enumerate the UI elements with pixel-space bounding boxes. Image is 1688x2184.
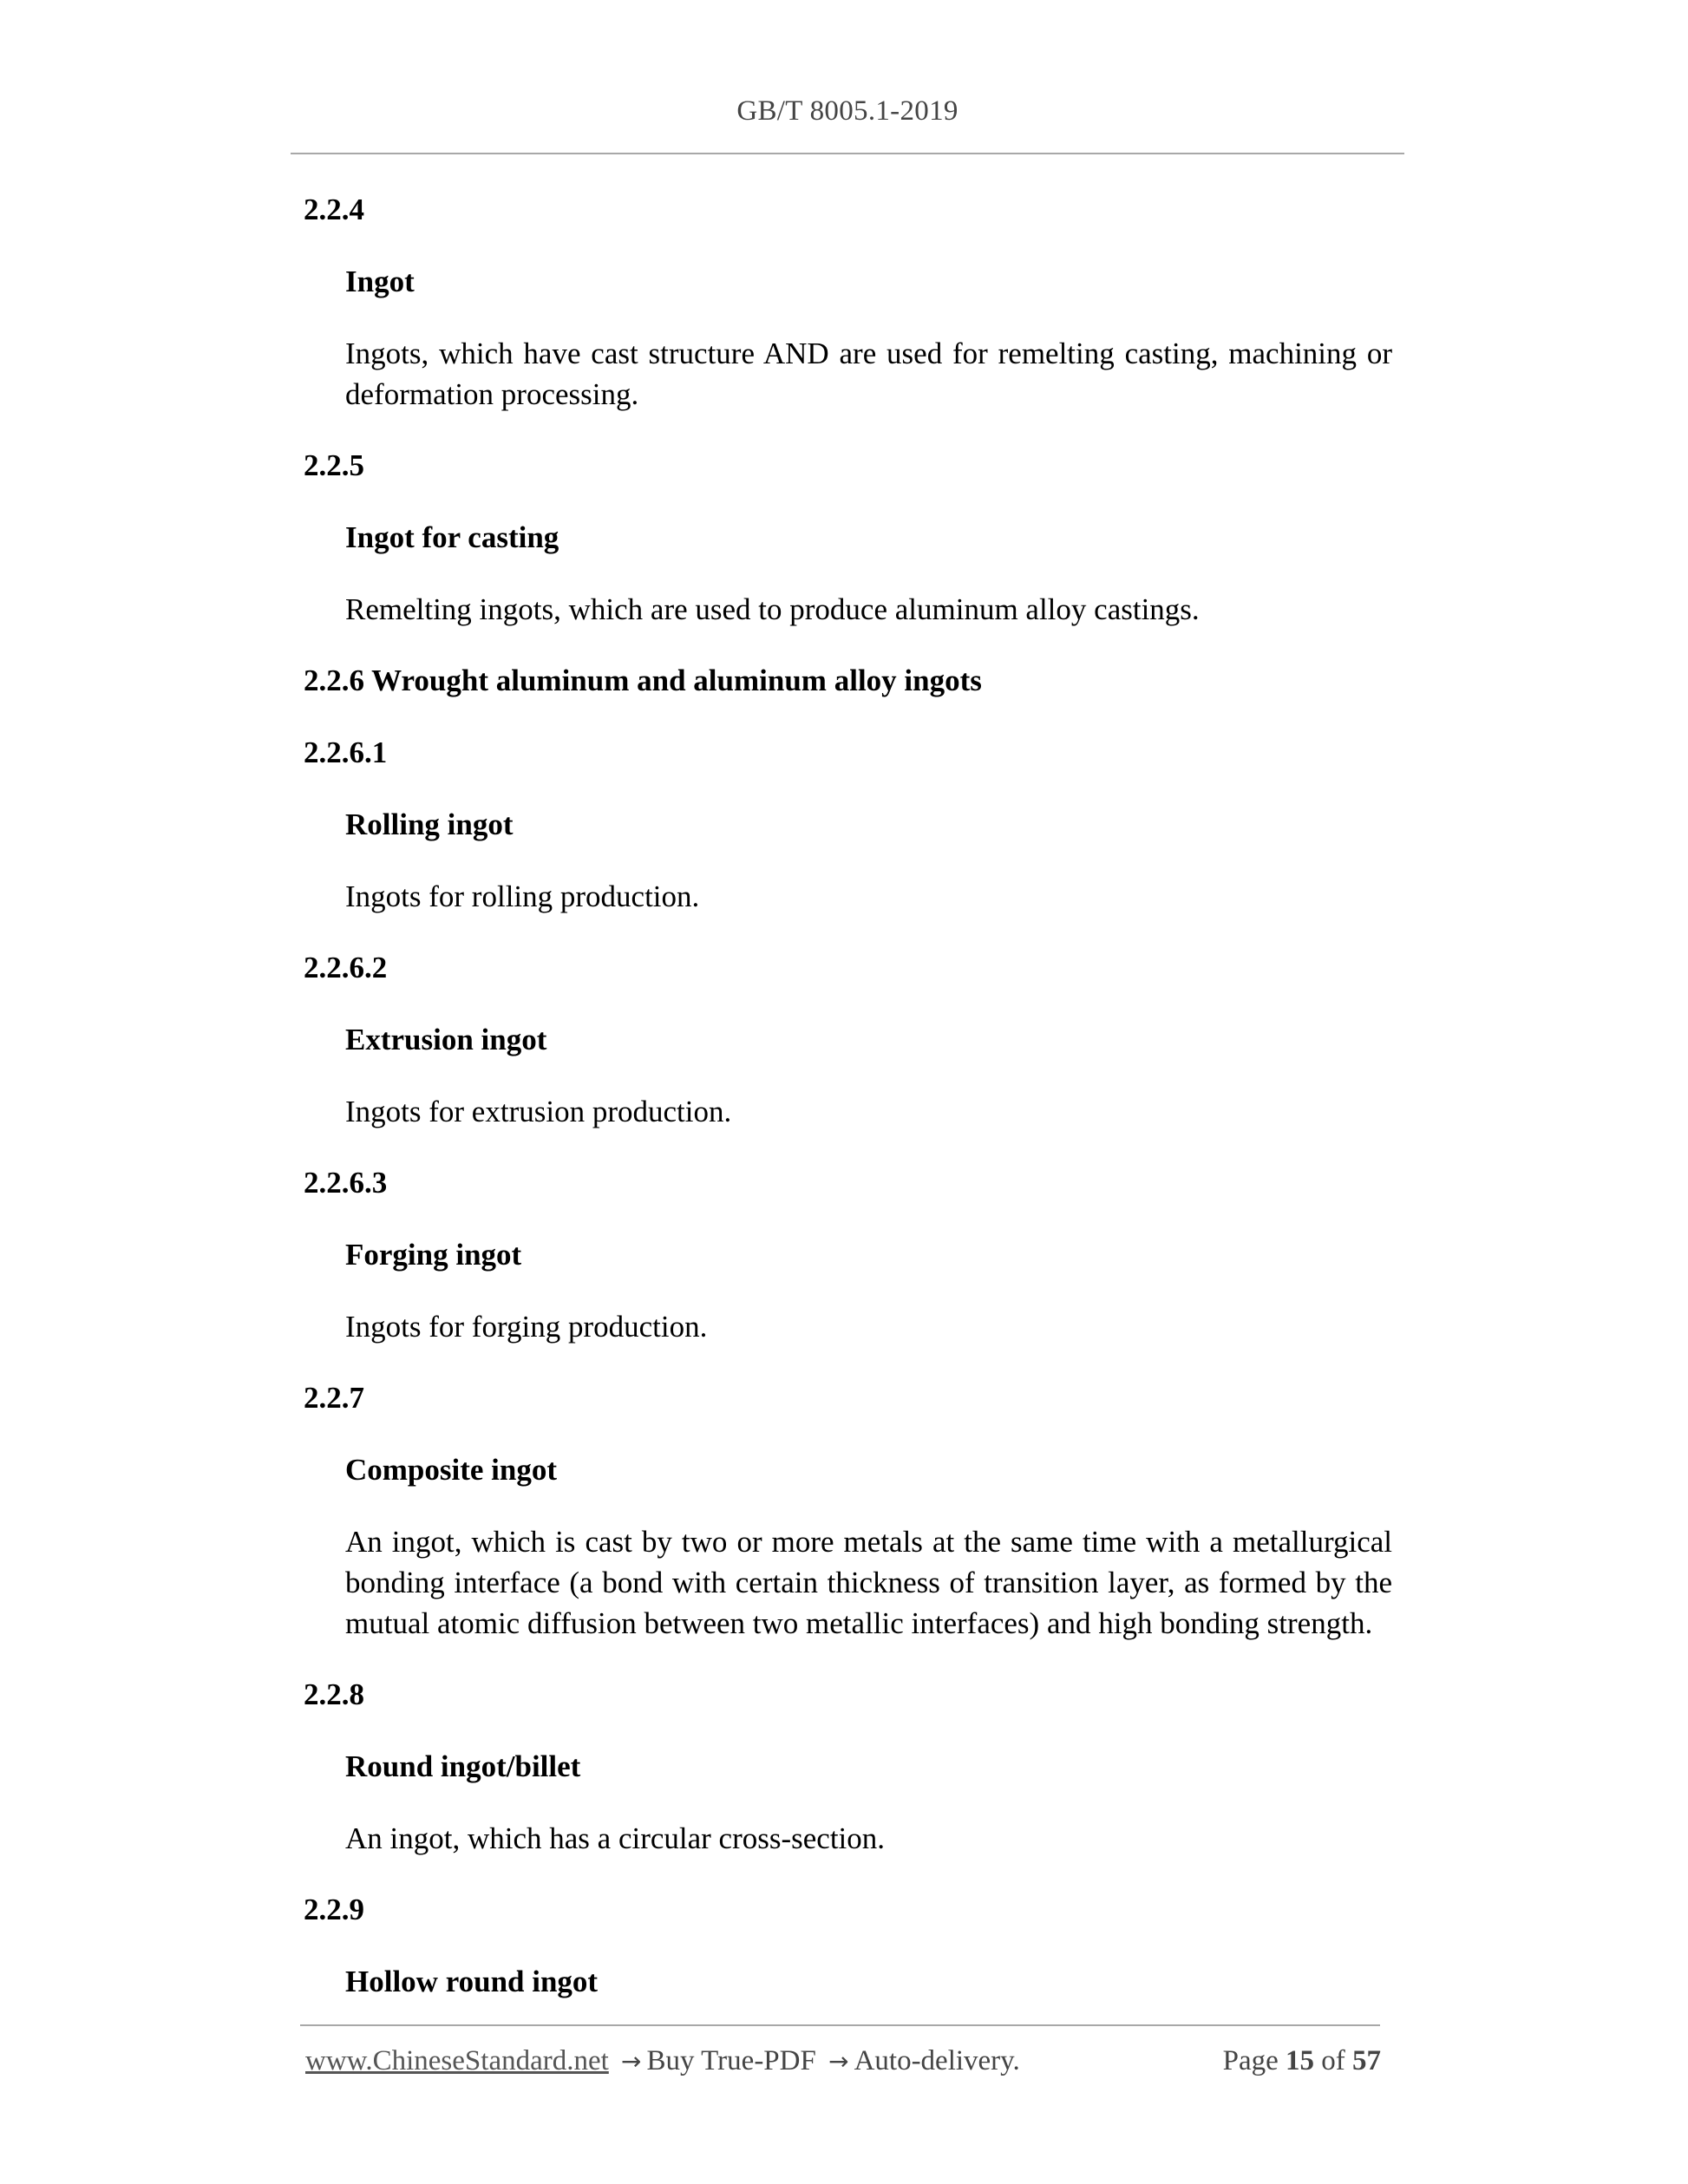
clause-2-2-4 [304,189,1392,415]
auto-delivery-text: Auto-delivery. [854,2045,1020,2076]
term-title: Ingot for casting [345,520,559,554]
term-title: Hollow round ingot [345,1965,599,1998]
header-divider [291,153,1404,154]
document-body [304,189,1392,2033]
arrow-right-icon: → [828,2047,849,2076]
clause-2-2-7 [304,1377,1392,1644]
term-definition: Ingots for extrusion production. [345,1095,732,1128]
term-definition: An ingot, which has a circular cross-section. [345,1821,886,1855]
term-definition: Remelting ingots, which are used to produce aluminum alloy castings. [345,592,1200,626]
section-heading: 2.2.6 Wrought aluminum and aluminum alloy ingots [304,664,982,697]
term-definition: Ingots for rolling production. [345,879,700,913]
clause-2-2-8 [304,1674,1392,1859]
term-definition: An ingot, which is cast by two or more metals at the same time with a metallurgical bonding interface (a bond with certain thickness of transition layer, as formed by the mutual atomic diffusion between two metallic interfaces) and high bonding strength. [345,1525,1392,1640]
clause-number: 2.2.6.3 [304,1166,388,1200]
term-title: Forging ingot [345,1238,522,1272]
clause-2-2-6 [304,660,1392,702]
clause-2-2-6-1 [304,732,1392,917]
footer-promo [305,2045,1020,2077]
site-link[interactable]: www.ChineseStandard.net [305,2045,609,2076]
arrow-right-icon: → [621,2047,642,2076]
clause-number: 2.2.6.2 [304,951,388,984]
page-header-title: GB/T 8005.1-2019 [736,95,958,127]
buy-pdf-text: Buy True-PDF [646,2045,816,2076]
page-label: Page [1222,2045,1279,2076]
term-title: Extrusion ingot [345,1023,547,1056]
clause-number: 2.2.4 [304,193,364,226]
term-definition: Ingots, which have cast structure AND are used for remelting casting, machining or deformation processing. [345,337,1392,411]
term-title: Rolling ingot [345,808,514,841]
clause-number: 2.2.8 [304,1677,364,1711]
page-current: 15 [1286,2045,1314,2076]
clause-number: 2.2.9 [304,1893,364,1926]
footer-divider [300,2024,1380,2026]
clause-number: 2.2.7 [304,1381,364,1415]
clause-2-2-6-3 [304,1162,1392,1347]
of-label: of [1321,2045,1345,2076]
page-total: 57 [1352,2045,1381,2076]
term-definition: Ingots for forging production. [345,1310,708,1344]
clause-2-2-6-2 [304,947,1392,1132]
clause-number: 2.2.5 [304,448,364,482]
term-title: Round ingot/billet [345,1749,581,1783]
term-title: Composite ingot [345,1453,558,1487]
page-indicator [1223,2045,1381,2077]
term-title: Ingot [345,265,415,298]
clause-number: 2.2.6.1 [304,736,388,769]
clause-2-2-9 [304,1889,1392,2003]
clause-2-2-5 [304,445,1392,630]
